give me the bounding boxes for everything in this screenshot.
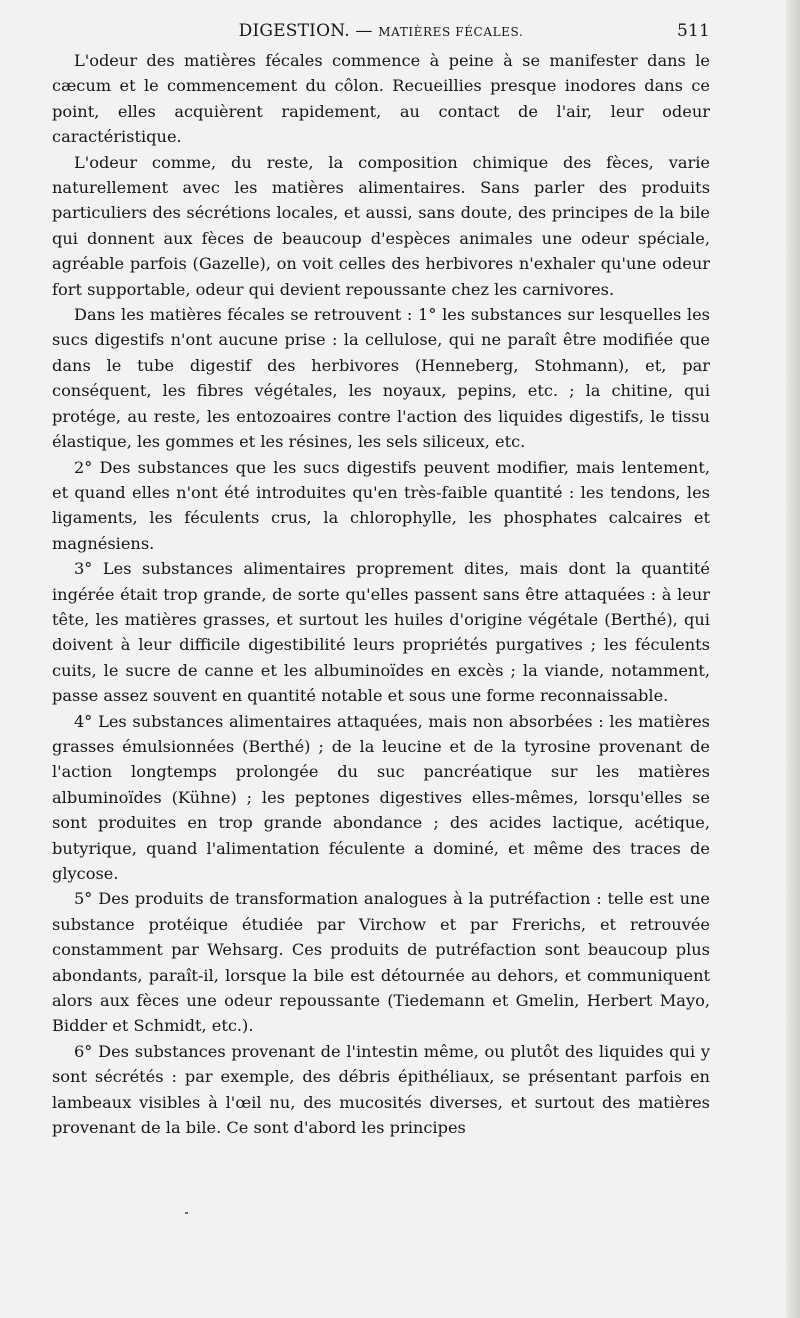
paragraph-odeur-composition: L'odeur comme, du reste, la composition chimique des fèces, varie naturellement avec les matières alimentaires. Sans parler des produits particuliers des sécrétions locales, et aussi, sans doute, des principes de la bile qui donnent aux fèces de beaucoup d'espèces animales une odeur spéciale, agréable parfois (Gazelle), on voit celles des herbivores n'exhaler qu'une odeur fort supportable, odeur qui devient repoussante chez les carnivores.: [52, 152, 710, 299]
paragraph-item-5: 5° Des produits de transformation analogues à la putréfaction : telle est une substance protéique étudiée par Virchow et par Frerichs, et retrouvée constamment par Wehsarg. Ces produits de putréfaction sont beaucoup plus abondants, paraît-il, lorsque la bile est détournée au dehors, et communiquent alors aux fèces une odeur repoussante (Tiedemann et Gmelin, Herbert Mayo, Bidder et Schmidt, etc.).: [52, 889, 710, 1036]
paragraph-item-3: 3° Les substances alimentaires proprement dites, mais dont la quantité ingérée était trop grande, de sorte qu'elles passent sans être attaquées : à leur tête, les matières grasses, et surtout les huiles d'origine végétale (Berthé), qui doivent à leur difficile digestibilité leurs propriétés purgatives ; les féculents cuits, le sucre de canne et les albuminoïdes en excès ; la viande, notamment, passe assez souvent en quantité notable et sous une forme reconnaissable.: [52, 559, 710, 706]
paragraph-odeur-caecum: L'odeur des matières fécales commence à peine à se manifester dans le cæcum et le commencement du côlon. Recueillies presque inodores dans ce point, elles acquièrent rapidement, au contact de l'air, leur odeur caractéristique.: [52, 51, 710, 147]
header-dash: —: [355, 21, 373, 41]
header-title: DIGESTION.: [238, 21, 350, 41]
paragraph-item-4: 4° Les substances alimentaires attaquées, mais non absorbées : les matières grasses émulsionnées (Berthé) ; de la leucine et de la tyrosine provenant de l'action longtemps prolongée du suc pancréatique sur les matières albuminoïdes (Kühne) ; les peptones digestives elles-mêmes, lorsqu'elles se sont produites en trop grande abondance ; des acides lactique, acétique, butyrique, quand l'alimentation féculente a dominé, et même des traces de glycose.: [52, 711, 710, 883]
body-text: [52, 48, 710, 1140]
paragraph-item-6: 6° Des substances provenant de l'intestin même, ou plutôt des liquides qui y sont sécrétés : par exemple, des débris épithéliaux, se présentant parfois en lambeaux visibles à l'œil nu, des mucosités diverses, et surtout des matières provenant de la bile. Ce sont d'abord les principes: [52, 1041, 710, 1138]
header-subtitle: MATIÈRES FÉCALES.: [378, 25, 524, 39]
paragraph-item-1: Dans les matières fécales se retrouvent : 1° les substances sur lesquelles les sucs digestifs n'ont aucune prise : la cellulose, qui ne paraît être modifiée que dans le tube digestif des herbivores (Henneberg, Stohmann), et, par conséquent, les fibres végétales, les noyaux, pepins, etc. ; la chitine, qui protége, au reste, les entozoaires contre l'action des liquides digestifs, le tissu élastique, les gommes et les résines, les sels siliceux, etc.: [52, 305, 710, 452]
book-page: [52, 16, 710, 1140]
paragraph-item-2: 2° Des substances que les sucs digestifs peuvent modifier, mais lentement, et quand elles n'ont été introduites qu'en très-faible quantité : les tendons, les ligaments, les féculents crus, la chlorophylle, les phosphates calcaires et magnésiens.: [52, 457, 710, 553]
page-scan-edge: [786, 0, 800, 1318]
page-number: 511: [676, 21, 710, 41]
running-header: [52, 16, 710, 46]
footer-mark: [185, 1212, 188, 1214]
